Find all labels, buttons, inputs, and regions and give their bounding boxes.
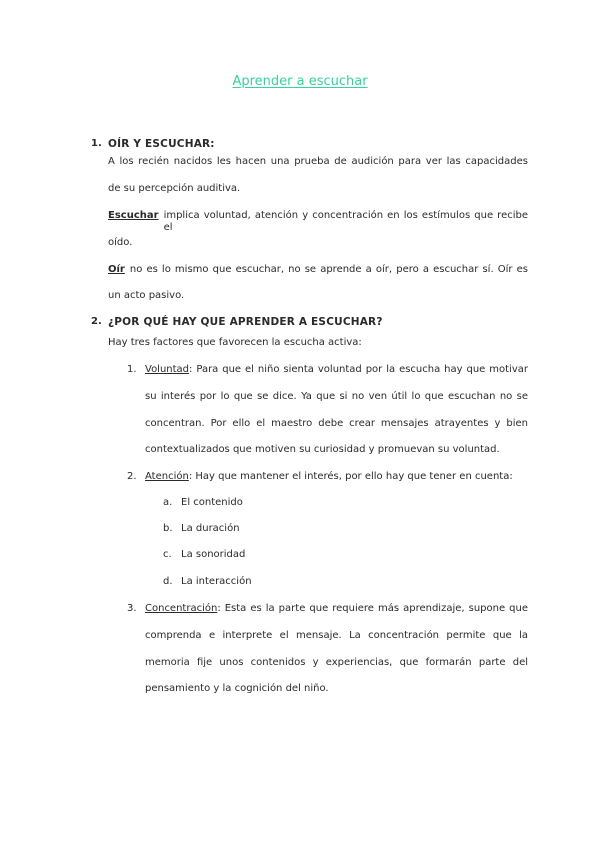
item-3-text-1: : Esta es la parte que requiere más aprendizaje, supone que — [217, 603, 528, 614]
item-1-text-1: : Para que el niño sienta voluntad por la escucha hay que motivar — [189, 364, 528, 375]
item-1-line-4: contextualizados que motiven su curiosidad y promuevan su voluntad. — [145, 444, 500, 455]
item-3-line-1 — [145, 603, 528, 615]
item-3-number: 3. — [127, 603, 137, 614]
section-2-number: 2. — [91, 316, 102, 327]
subitem-c-text: La sonoridad — [181, 549, 246, 560]
subitem-a-letter: a. — [163, 497, 173, 508]
section-2-heading: ¿POR QUÉ HAY QUE APRENDER A ESCUCHAR? — [108, 316, 383, 328]
subitem-a-text: El contenido — [181, 497, 243, 508]
section-2-intro: Hay tres factores que favorecen la escucha activa: — [108, 337, 362, 348]
subitem-d-text: La interacción — [181, 576, 252, 587]
term-escuchar: Escuchar — [108, 210, 159, 221]
paragraph-3-text: no es lo mismo que escuchar, no se aprende a oír, pero a escuchar sí. Oír es — [129, 264, 528, 275]
term-voluntad: Voluntad — [145, 364, 190, 375]
subitem-b-letter: b. — [163, 523, 173, 534]
item-1-number: 1. — [127, 364, 137, 375]
paragraph-2-line-2: oído. — [108, 237, 133, 248]
paragraph-1-line-2: de su percepción auditiva. — [108, 183, 241, 194]
item-1-line-2: su interés por lo que se dice. Ya que si no ven útil lo que escuchan no se — [145, 391, 528, 402]
term-atencion: Atención — [145, 471, 189, 482]
section-1-heading: OÍR Y ESCUCHAR: — [108, 138, 215, 150]
item-2-line-1 — [145, 471, 513, 483]
paragraph-2-line-1 — [108, 210, 528, 234]
page-title: Aprender a escuchar — [232, 74, 368, 89]
item-1-line-1 — [145, 364, 528, 376]
item-3-line-2: comprenda e interprete el mensaje. La concentración permite que la — [145, 630, 528, 641]
item-2-text-1: : Hay que mantener el interés, por ello hay que tener en cuenta: — [188, 471, 513, 482]
item-2-number: 2. — [127, 471, 137, 482]
term-oir: Oír — [108, 264, 125, 275]
paragraph-1-line-1: A los recién nacidos les hacen una prueba de audición para ver las capacidades — [108, 156, 528, 167]
subitem-d-letter: d. — [163, 576, 173, 587]
subitem-c-letter: c. — [163, 549, 172, 560]
item-1-line-3: concentran. Por ello el maestro debe crear mensajes atrayentes y bien — [145, 418, 528, 429]
term-concentracion: Concentración — [145, 603, 218, 614]
section-1-number: 1. — [91, 138, 102, 149]
item-3-line-3: memoria fije unos contenidos y experiencias, que formarán parte del — [145, 657, 528, 668]
item-3-line-4: pensamiento y la cognición del niño. — [145, 683, 329, 694]
paragraph-3-line-2: un acto pasivo. — [108, 290, 185, 301]
paragraph-3-line-1 — [108, 264, 528, 276]
subitem-b-text: La duración — [181, 523, 240, 534]
paragraph-2-text: implica voluntad, atención y concentración en los estímulos que recibe el — [163, 210, 528, 233]
